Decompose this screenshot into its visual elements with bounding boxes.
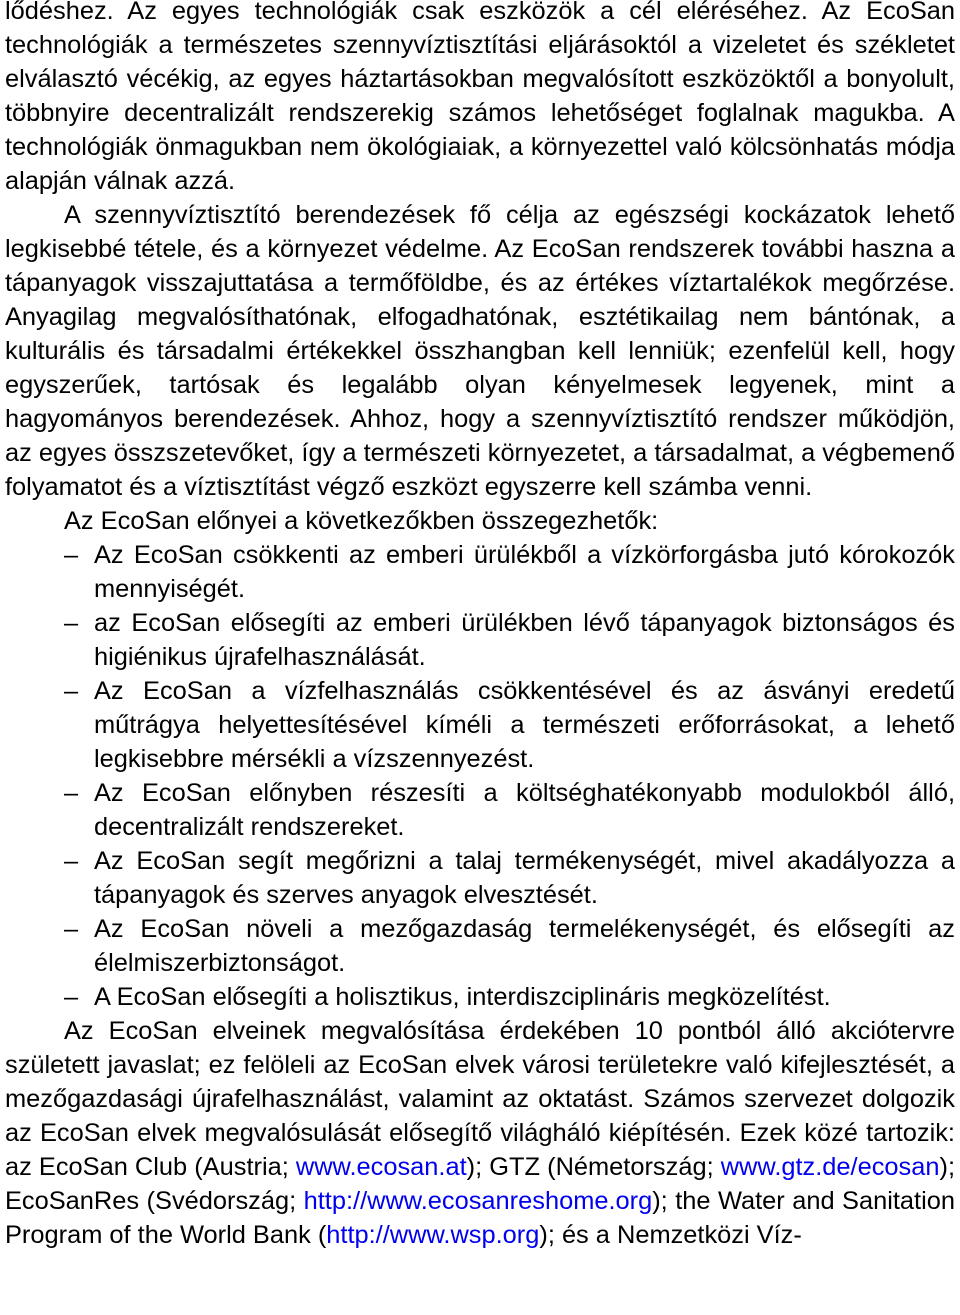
- dash-bullet: –: [64, 847, 79, 875]
- paragraph-text: ); EcoSanRes (Svédország;: [5, 1153, 955, 1215]
- dash-bullet: –: [64, 677, 79, 705]
- benefit-text: A EcoSan elősegíti a holisztikus, interdiszciplináris megközelítést.: [94, 983, 831, 1011]
- paragraph-text: ); GTZ (Németország;: [466, 1153, 721, 1181]
- list-item: [5, 776, 955, 844]
- benefits-list: [5, 538, 955, 1014]
- document-page: [5, 0, 955, 1252]
- paragraph-action-plan: [5, 1014, 955, 1252]
- list-item: [5, 844, 955, 912]
- dash-bullet: –: [64, 779, 79, 807]
- benefit-text: Az EcoSan csökkenti az emberi ürülékből a vízkörforgásba jutó kórokozók mennyiségét.: [94, 541, 955, 603]
- dash-bullet: –: [64, 541, 79, 569]
- benefit-text: Az EcoSan növeli a mezőgazdaság termelékenységét, és elősegíti az élelmiszerbiztonságot.: [94, 915, 955, 977]
- paragraph-intro: lődéshez. Az egyes technológiák csak eszközök a cél eléréséhez. Az EcoSan technológiák a természetes szennyvíztisztítási eljárásoktól a vizeletet és székletet elválasztó vécékig, az egyes háztartásokban megvalósított eszközöktől a bonyolult, többnyire decentralizált rendszerekig számos lehetőséget foglalnak magukba. A technológiák önmagukban nem ökológiaiak, a környezettel való kölcsönhatás módja alapján válnak azzá.: [5, 0, 955, 195]
- ecosanres-link[interactable]: http://www.ecosanreshome.org: [303, 1187, 653, 1215]
- gtz-link[interactable]: www.gtz.de/ecosan: [720, 1153, 940, 1181]
- benefits-intro: Az EcoSan előnyei a következőkben összegezhetők:: [64, 507, 659, 535]
- list-item: [5, 674, 955, 776]
- dash-bullet: –: [64, 609, 79, 637]
- benefit-text: Az EcoSan a vízfelhasználás csökkentésével és az ásványi eredetű műtrágya helyettesítésével kíméli a természeti erőforrásokat, a lehető legkisebbre mérsékli a vízszennyezést.: [94, 677, 955, 773]
- list-item: [5, 538, 955, 606]
- list-item: [5, 980, 955, 1014]
- dash-bullet: –: [64, 915, 79, 943]
- paragraph-text: Az EcoSan elveinek megvalósítása érdekében 10 pontból álló akciótervre született javaslat; ez felöleli az EcoSan elvek városi területekre való kifejlesztését, a mezőgazdasági újrafelhasználást, valamint az oktatást. Számos szervezet dolgozik az EcoSan elvek megvalósulását elősegítő világháló kiépítésén. Ezek közé tartozik: az EcoSan Club (Austria;: [5, 1017, 955, 1181]
- benefit-text: Az EcoSan segít megőrizni a talaj termékenységét, mivel akadályozza a tápanyagok és szerves anyagok elvesztését.: [94, 847, 955, 909]
- paragraph-text: ); the Water and Sanitation Program of the World Bank (: [5, 1187, 955, 1249]
- wsp-link[interactable]: http://www.wsp.org: [326, 1221, 540, 1249]
- paragraph-purpose: A szennyvíztisztító berendezések fő célja az egészségi kockázatok lehető legkisebbé tétele, és a környezet védelme. Az EcoSan rendszerek további haszna a tápanyagok visszajuttatása a termőföldbe, és az értékes víztartalékok megőrzése. Anyagilag megvalósíthatónak, elfogadhatónak, esztétikailag nem bántónak, a kulturális és társadalmi értékekkel összhangban kell lenniük; ezenfelül kell, hogy egyszerűek, tartósak és legalább olyan kényelmesek legyenek, mint a hagyományos berendezések. Ahhoz, hogy a szennyvíztisztító rendszer működjön, az egyes összszetevőket, így a természeti környezetet, a társadalmat, a végbemenő folyamatot és a víztisztítást végző eszközt egyszerre kell számba venni.: [5, 201, 955, 501]
- paragraph-text: ); és a Nemzetközi Víz-: [539, 1221, 802, 1249]
- list-item: [5, 606, 955, 674]
- list-item: [5, 912, 955, 980]
- benefit-text: Az EcoSan előnyben részesíti a költséghatékonyabb modulokból álló, decentralizált rendszereket.: [94, 779, 955, 841]
- dash-bullet: –: [64, 983, 79, 1011]
- benefit-text: az EcoSan elősegíti az emberi ürülékben lévő tápanyagok biztonságos és higiénikus újrafelhasználását.: [94, 609, 955, 671]
- ecosan-club-link[interactable]: www.ecosan.at: [295, 1153, 467, 1181]
